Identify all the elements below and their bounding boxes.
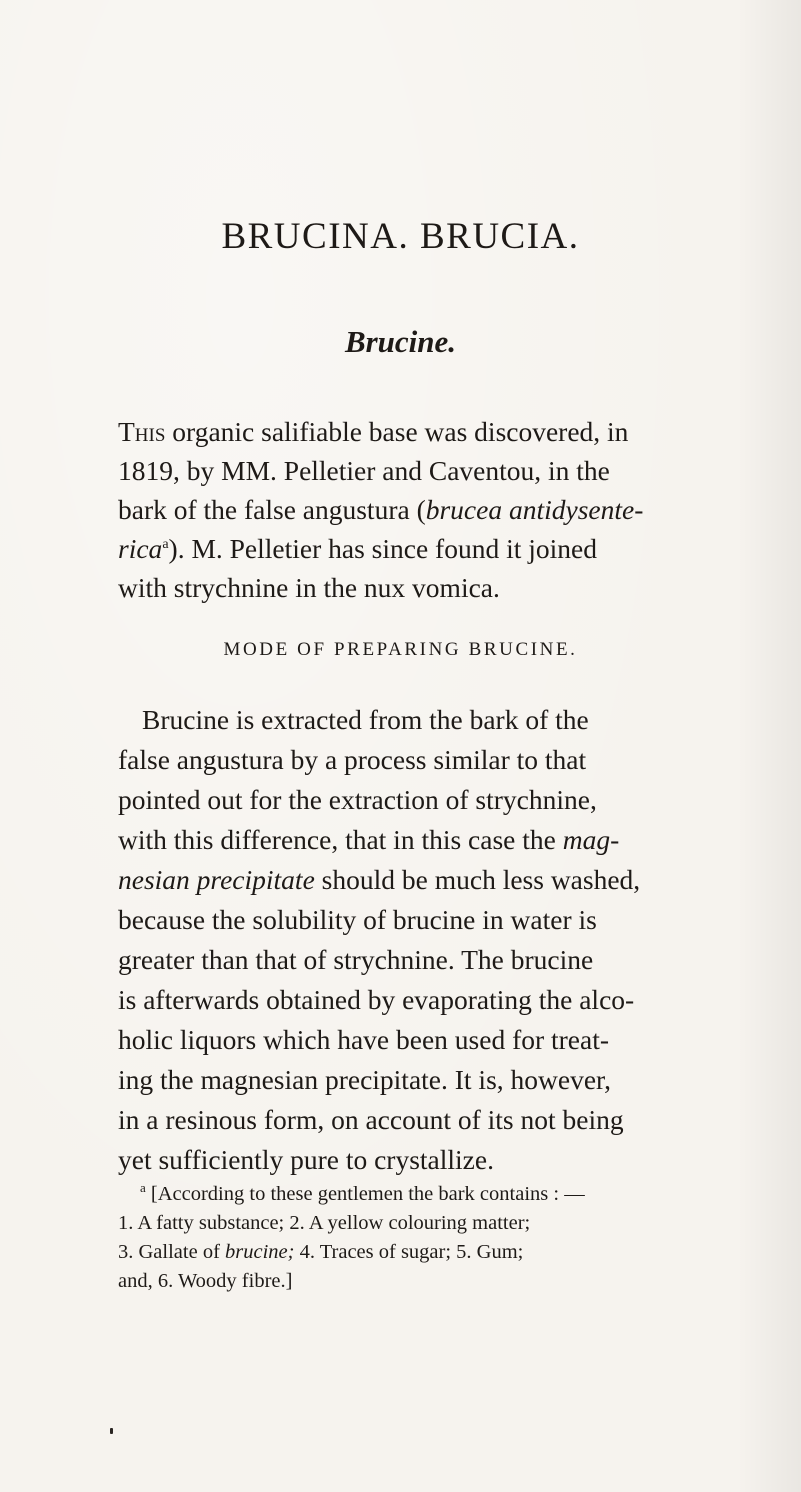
body-line (118, 820, 768, 860)
footnote-text: 3. Gallate of (118, 1241, 226, 1263)
body-line: Brucine is extracted from the bark of the (142, 704, 589, 735)
body-paragraph (118, 700, 768, 1180)
footnote-line (118, 1238, 768, 1267)
footnote-mark: a (140, 1180, 146, 1196)
emphasis-text: mag- (562, 824, 620, 855)
intro-paragraph (118, 412, 768, 607)
intro-line (118, 529, 768, 568)
emphasis-text: nesian precipitate (118, 864, 315, 895)
subtitle: Brucine. (344, 324, 457, 359)
footnote-reference: a (162, 536, 169, 552)
body-line: ing the magnesian precipitate. It is, however, (118, 1064, 611, 1095)
footnote-line (118, 1180, 768, 1209)
footnote-text: 4. Traces of sugar; 5. Gum; (294, 1241, 524, 1263)
footnote-text: [According to these gentlemen the bark contains : — (145, 1183, 585, 1205)
intro-line: with strychnine in the nux vomica. (118, 572, 500, 603)
body-line: pointed out for the extraction of strychnine, (118, 784, 597, 815)
species-name: brucea antidysente- (425, 494, 644, 525)
species-name: rica (118, 533, 163, 564)
intro-line: 1819, by MM. Pelletier and Caventou, in the (118, 455, 610, 486)
ink-speck (110, 1428, 113, 1434)
intro-line (118, 412, 768, 451)
footnote (118, 1180, 768, 1296)
body-text: with this difference, that in this case the (118, 824, 563, 855)
emphasis-text: brucine; (225, 1241, 295, 1263)
intro-text: organic salifiable base was discovered, in (165, 416, 629, 447)
body-line (118, 860, 768, 900)
intro-line (118, 490, 768, 529)
body-line: in a resinous form, on account of its not being (118, 1104, 624, 1135)
footnote-line: 1. A fatty substance; 2. A yellow colouring matter; (118, 1212, 531, 1234)
body-text: should be much less washed, (314, 864, 641, 895)
body-line: false angustura by a process similar to that (118, 744, 587, 775)
intro-lead-word: This (118, 416, 166, 447)
footnote-line: and, 6. Woody fibre.] (118, 1270, 293, 1292)
body-line: yet sufficiently pure to crystallize. (118, 1144, 494, 1175)
body-line: is afterwards obtained by evaporating the alco- (118, 984, 635, 1015)
body-line: greater than that of strychnine. The brucine (118, 944, 594, 975)
body-line: holic liquors which have been used for treat- (118, 1024, 610, 1055)
intro-text: bark of the false angustura ( (118, 494, 426, 525)
body-line: because the solubility of brucine in water is (118, 904, 597, 935)
section-heading: MODE OF PREPARING BRUCINE. (223, 639, 578, 660)
intro-text: ). M. Pelletier has since found it joined (168, 533, 597, 564)
running-title: BRUCINA. BRUCIA. (221, 216, 580, 257)
